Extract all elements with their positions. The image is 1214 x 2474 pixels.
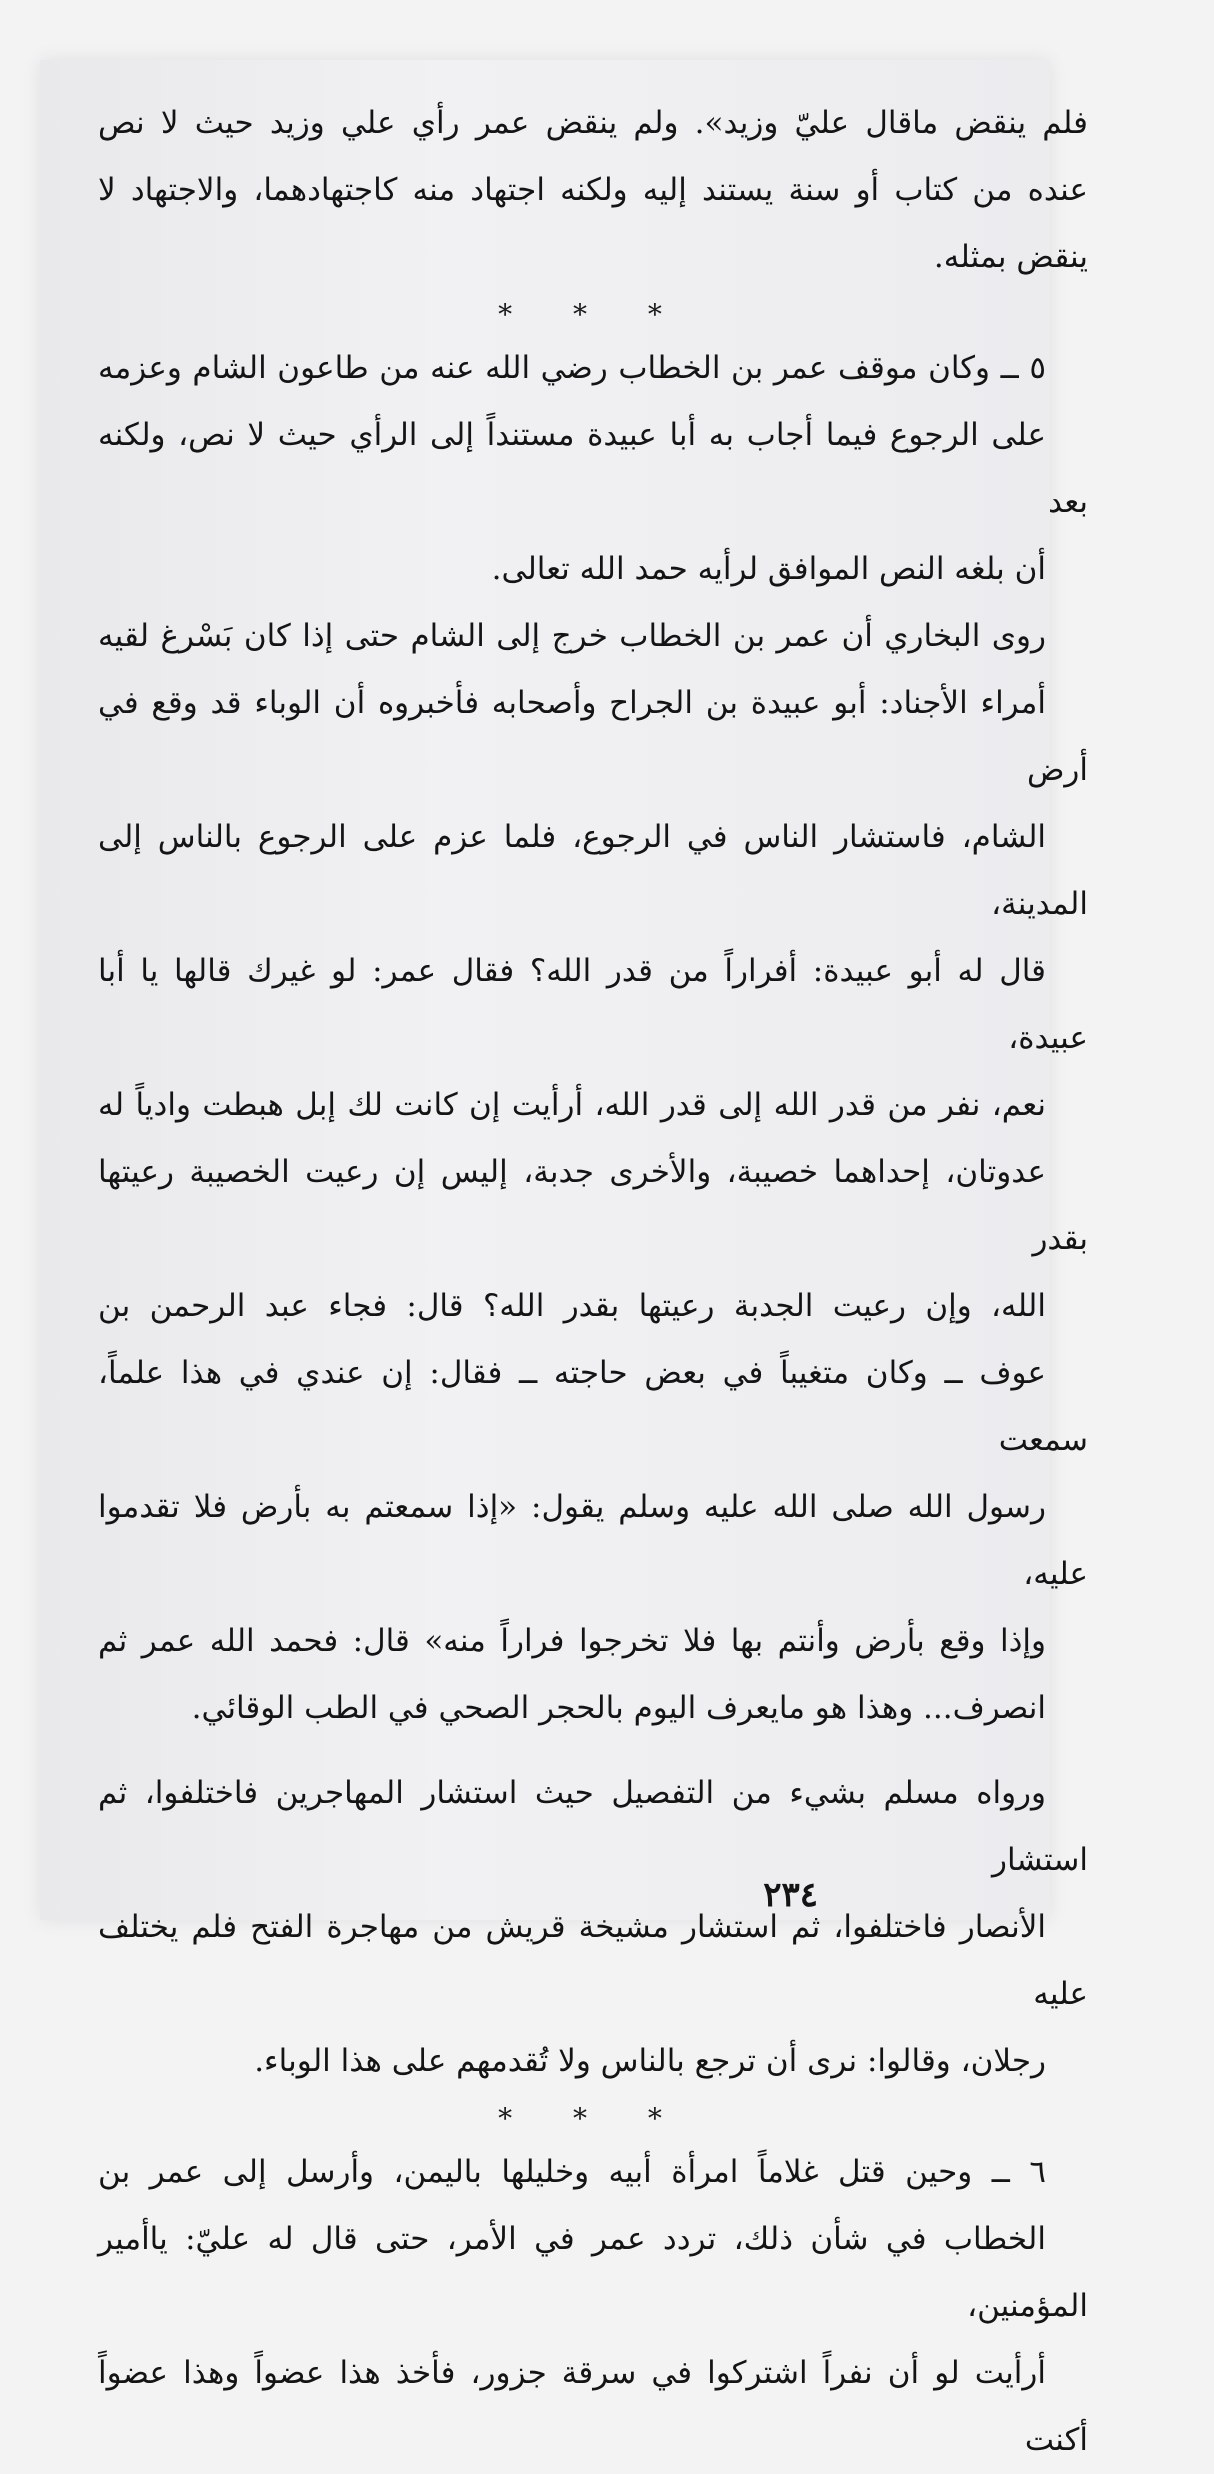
paragraph-line: أمراء الأجناد: أبو عبيدة بن الجراح وأصحابه فأخبروه أن الوباء قد وقع في أرض [98, 685, 1088, 788]
paragraph-line: رسول الله صلى الله عليه وسلم يقول: «إذا سمعتم به بأرض فلا تقدموا عليه، [98, 1489, 1088, 1592]
paragraph-line: رجلان، وقالوا: نرى أن ترجع بالناس ولا تُقدمهم على هذا الوباء. [254, 2043, 1046, 2079]
paragraph-line: ورواه مسلم بشيء من التفصيل حيث استشار المهاجرين فاختلفوا، ثم استشار [98, 1775, 1088, 1878]
page-number: ٢٣٤ [763, 1875, 818, 1915]
paragraph-line: عوف ــ وكان متغيباً في بعض حاجته ــ فقال: إن عندي في هذا علماً، سمعت [98, 1355, 1088, 1458]
paragraph-line: ٦ ــ وحين قتل غلاماً امرأة أبيه وخليلها باليمن، وأرسل إلى عمر بن [98, 2154, 1046, 2190]
paragraph-line: ٥ ــ وكان موقف عمر بن الخطاب رضي الله عنه من طاعون الشام وعزمه [98, 350, 1046, 386]
page-body-text [98, 90, 1088, 2474]
book-page [40, 60, 1088, 2458]
paragraph-1 [98, 90, 1088, 291]
paragraph-line: قال له أبو عبيدة: أفراراً من قدر الله؟ فقال عمر: لو غيرك قالها يا أبا عبيدة، [98, 953, 1088, 1056]
section-separator: * * * [498, 298, 688, 331]
paragraph-line: نعم، نفر من قدر الله إلى قدر الله، أرأيت إن كانت لك إبل هبطت وادياً له [98, 1087, 1046, 1123]
paragraph-3 [98, 603, 1088, 1742]
section-separator: * * * [498, 2102, 688, 2135]
paragraph-line: فلم ينقض ماقال عليّ وزيد». ولم ينقض عمر رأي علي وزيد حيث لا نص [98, 105, 1088, 141]
paragraph-line: ينقض بمثله. [933, 239, 1088, 275]
paragraph-line: وإذا وقع بأرض وأنتم بها فلا تخرجوا فراراً منه» قال: فحمد الله عمر ثم [98, 1623, 1046, 1659]
paragraph-line: الخطاب في شأن ذلك، تردد عمر في الأمر، حتى قال له عليّ: ياأمير المؤمنين، [98, 2221, 1088, 2324]
paragraph-line: عنده من كتاب أو سنة يستند إليه ولكنه اجتهاد منه كاجتهادهما، والاجتهاد لا [98, 172, 1088, 208]
paragraph-2 [98, 335, 1088, 603]
paragraph-gap [98, 1742, 1088, 1760]
paragraph-line: الأنصار فاختلفوا، ثم استشار مشيخة قريش من مهاجرة الفتح فلم يختلف عليه [98, 1909, 1088, 2012]
paragraph-line: الله، وإن رعيت الجدبة رعيتها بقدر الله؟ قال: فجاء عبد الرحمن بن [98, 1288, 1046, 1324]
paragraph-4 [98, 1760, 1088, 2095]
paragraph-5 [98, 2139, 1088, 2474]
paragraph-line: على الرجوع فيما أجاب به أبا عبيدة مستنداً إلى الرأي حيث لا نص، ولكنه بعد [98, 417, 1088, 520]
paragraph-line: انصرف... وهذا هو مايعرف اليوم بالحجر الصحي في الطب الوقائي. [191, 1690, 1046, 1726]
paragraph-line: روى البخاري أن عمر بن الخطاب خرج إلى الشام حتى إذا كان بَسْرغ لقيه [98, 618, 1046, 654]
paragraph-line: أن بلغه النص الموافق لرأيه حمد الله تعالى. [491, 551, 1046, 587]
paragraph-line: عدوتان، إحداهما خصيبة، والأخرى جدبة، إليس إن رعيت الخصيبة رعيتها بقدر [98, 1154, 1088, 1257]
paragraph-line: أرأيت لو أن نفراً اشتركوا في سرقة جزور، فأخذ هذا عضواً وهذا عضواً أكنت [98, 2355, 1088, 2458]
paragraph-line: الشام، فاستشار الناس في الرجوع، فلما عزم على الرجوع بالناس إلى المدينة، [98, 819, 1088, 922]
